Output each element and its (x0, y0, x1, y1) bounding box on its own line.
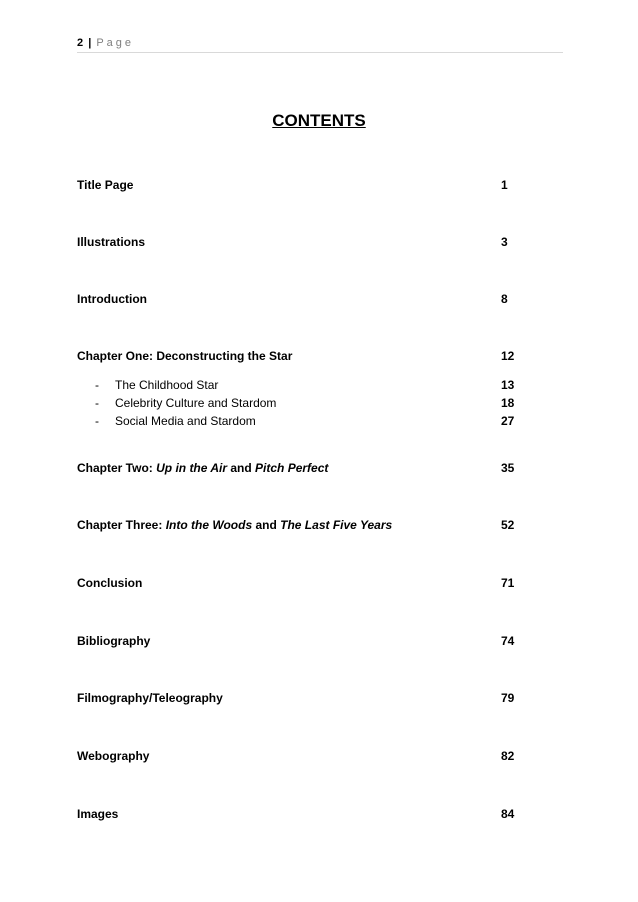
toc-subentry-celebrity-culture (95, 395, 517, 411)
toc-entry-film-title: The Last Five Years (280, 518, 393, 532)
toc-subentry-label: Social Media and Stardom (115, 414, 256, 428)
toc-entry-chapter-one (77, 348, 517, 364)
toc-entry-prefix: Chapter Two: (77, 461, 157, 475)
toc-subentry-page: 18 (501, 396, 515, 410)
toc-entry-page: 82 (501, 749, 515, 763)
toc-entry-connector: and (227, 461, 256, 475)
toc-subentry-childhood-star (95, 377, 517, 393)
toc-entry-title-page (77, 177, 517, 193)
toc-entry-illustrations (77, 234, 517, 250)
header-separator: | (88, 37, 92, 49)
contents-title: CONTENTS (272, 111, 366, 130)
page-header (77, 36, 563, 53)
toc-subentry-label: Celebrity Culture and Stardom (115, 396, 277, 410)
toc-entry-filmography (77, 690, 517, 706)
toc-entry-label: Introduction (77, 292, 147, 306)
toc-entry-label: Bibliography (77, 634, 151, 648)
toc-entry-label: Filmography/Teleography (77, 691, 223, 705)
toc-entry-label: Illustrations (77, 235, 146, 249)
toc-subentry-social-media (95, 413, 517, 429)
toc-entry-page: 71 (501, 576, 515, 590)
toc-entry-label: Webography (77, 749, 150, 763)
toc-entry-page: 79 (501, 691, 515, 705)
toc-subentry-page: 27 (501, 414, 515, 428)
toc-entry-film-title: Up in the Air (156, 461, 227, 475)
toc-entry-conclusion (77, 575, 517, 591)
toc-entry-webography (77, 748, 517, 764)
toc-entry-label (77, 517, 392, 533)
header-page-number: 2 (77, 37, 84, 49)
toc-entry-film-title: Pitch Perfect (255, 461, 329, 475)
toc-entry-page: 74 (501, 634, 515, 648)
toc-entry-page: 1 (501, 178, 508, 192)
toc-entry-connector: and (252, 518, 281, 532)
toc-entry-page: 3 (501, 235, 508, 249)
toc-entry-label: Title Page (77, 178, 134, 192)
toc-entry-chapter-three (77, 517, 517, 533)
toc-subentry-dash: - (95, 414, 99, 428)
toc-entry-label: Images (77, 807, 119, 821)
toc-entry-prefix: Chapter Three: (77, 518, 166, 532)
toc-entry-page: 52 (501, 518, 515, 532)
header-page-word: Page (96, 37, 135, 49)
toc-entry-film-title: Into the Woods (165, 518, 253, 532)
toc-entry-chapter-two (77, 460, 517, 476)
toc-subentry-dash: - (95, 396, 99, 410)
toc-entry-page: 8 (501, 292, 508, 306)
toc-entry-page: 84 (501, 807, 515, 821)
toc-entry-page: 35 (501, 461, 515, 475)
toc-entry-label: Conclusion (77, 576, 143, 590)
toc-entry-images (77, 806, 517, 822)
toc-entry-label (77, 460, 328, 476)
toc-entry-label: Chapter One: Deconstructing the Star (77, 349, 293, 363)
toc-entry-page: 12 (501, 349, 515, 363)
toc-subentry-page: 13 (501, 378, 515, 392)
toc-subentry-dash: - (95, 378, 99, 392)
toc-subentry-label: The Childhood Star (115, 378, 219, 392)
toc-entry-bibliography (77, 633, 517, 649)
toc-entry-introduction (77, 291, 517, 307)
